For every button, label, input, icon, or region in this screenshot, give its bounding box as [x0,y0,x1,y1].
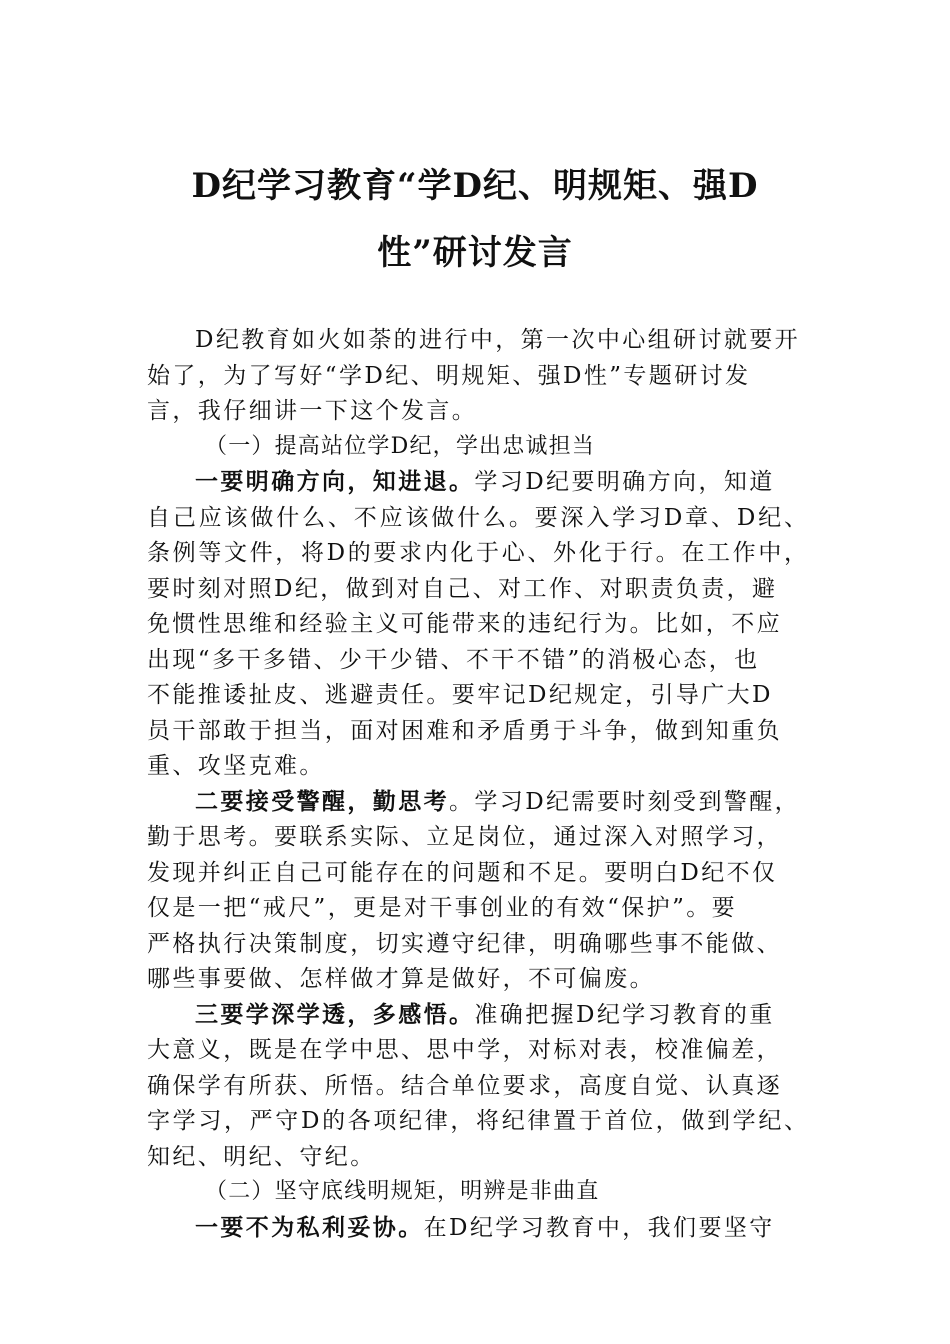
line-text: 。学习D纪需要时刻受到警醒， [449,788,801,815]
line-text: （二）坚守底线明规矩，明辨是非曲直 [205,1179,600,1204]
line-text: 员干部敢于担当，面对困难和矛盾勇于斗争，做到知重负 [147,717,782,744]
bold-lead: 一要不为私利妥协。 [195,1213,424,1241]
paragraph-line [147,997,807,1033]
line-text: 重、攻坚克难。 [147,753,325,779]
paragraph-line [147,890,807,926]
paragraph-line [147,642,807,678]
line-text: 言，我仔细讲一下这个发言。 [147,398,478,424]
document-title-line-1: D纪学习教育“学D纪、明规矩、强D [191,166,759,206]
paragraph-line [147,961,807,997]
paragraph-line [147,1032,807,1068]
line-text: 在D纪学习教育中，我们要坚守 [423,1214,775,1241]
line-text: 学习D纪要明确方向，知道 [474,469,775,495]
paragraph-line [147,1139,807,1175]
line-text: （一）提高站位学D纪，学出忠诚担当 [205,433,596,459]
bold-lead: 二要接受警醒，勤思考 [195,787,449,815]
paragraph-line [147,1210,807,1246]
line-text: 准确把握D纪学习教育的重 [474,1001,775,1028]
paragraph-line [147,819,807,855]
paragraph-line [147,393,807,429]
paragraph-line [147,535,807,571]
line-text: 条例等文件，将D的要求内化于心、外化于行。在工作中， [147,540,807,566]
paragraph-line [147,784,807,820]
line-text: 免惯性思维和经验主义可能带来的违纪行为。比如，不应 [147,611,782,637]
paragraph-line [147,677,807,713]
line-text: 出现“多干多错、少干少错、不干不错”的消极心态，也 [147,646,760,673]
line-text: 哪些事要做、怎样做才算是做好，不可偏废。 [147,966,655,992]
document-body [147,322,807,1245]
paragraph-line [147,748,807,784]
line-text: 大意义，既是在学中思、思中学，对标对表，校准偏差， [147,1037,782,1063]
paragraph-line [147,571,807,607]
line-text: 仅是一把“戒尺”，更是对干事创业的有效“保护”。要 [147,895,738,921]
line-text: 始了，为了写好“学D纪、明规矩、强D性”专题研讨发 [147,362,751,389]
line-text: 自己应该做什么、不应该做什么。要深入学习D章、D纪、 [147,504,807,531]
line-text: 严格执行决策制度，切实遵守纪律，明确哪些事不能做、 [147,930,782,957]
paragraph-line [147,322,807,358]
paragraph-line [147,713,807,749]
line-text: 不能推诿扯皮、逃避责任。要牢记D纪规定，引导广大D [147,682,773,708]
bold-lead: 一要明确方向，知进退。 [195,468,475,495]
paragraph-line [147,1068,807,1104]
bold-lead: 三要学深学透，多感悟。 [195,1000,475,1028]
paragraph-line [147,358,807,394]
paragraph-line [147,926,807,962]
paragraph-line [147,500,807,536]
paragraph-line [147,464,807,500]
paragraph-line [147,606,807,642]
section-heading [147,1174,807,1210]
line-text: 确保学有所获、所悟。结合单位要求，高度自觉、认真逐 [147,1072,782,1099]
paragraph-line [147,855,807,891]
line-text: 要时刻对照D纪，做到对自己、对工作、对职责负责，避 [147,575,778,602]
line-text: D纪教育如火如荼的进行中，第一次中心组研讨就要开 [195,327,801,353]
document-title-line-2: 性”研讨发言 [377,233,573,273]
section-heading [147,429,807,465]
line-text: 发现并纠正自己可能存在的问题和不足。要明白D纪不仅 [147,859,778,886]
paragraph-line [147,1103,807,1139]
line-text: 知纪、明纪、守纪。 [147,1143,376,1170]
line-text: 勤于思考。要联系实际、立足岗位，通过深入对照学习， [147,824,782,850]
line-text: 字学习，严守D的各项纪律，将纪律置于首位，做到学纪、 [147,1108,807,1134]
